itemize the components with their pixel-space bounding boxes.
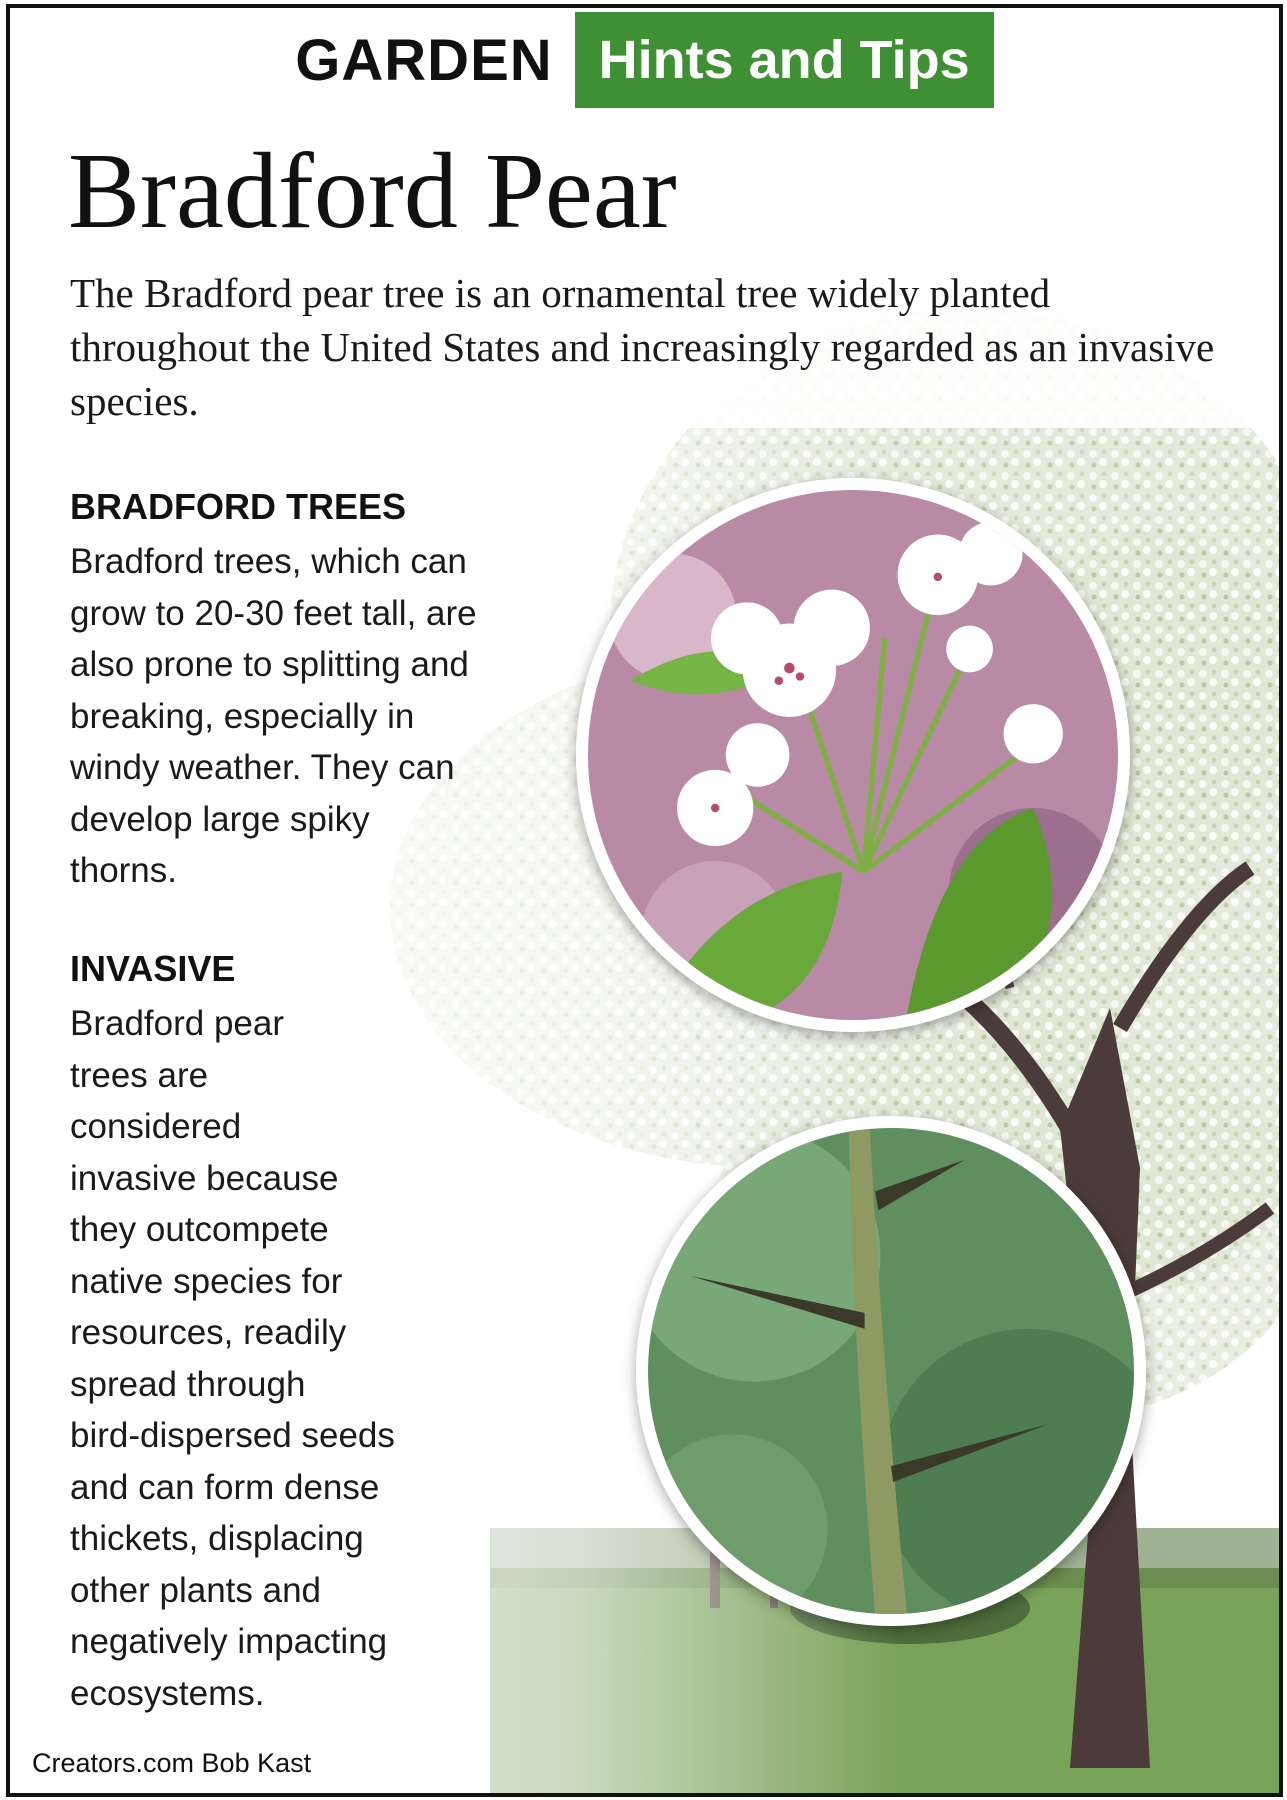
section-body-invasive [70, 998, 490, 1719]
page-title: Bradford Pear [68, 132, 677, 251]
body-line: Bradford pear [70, 1004, 285, 1043]
body-line: thorns. [70, 851, 177, 890]
section-body-bradford-trees [70, 536, 570, 897]
body-line: resources, readily [70, 1313, 347, 1352]
section-heading-invasive: INVASIVE [70, 948, 236, 989]
body-line: thickets, displacing [70, 1519, 364, 1558]
body-line: they outcompete [70, 1210, 329, 1249]
body-line: and can form dense [70, 1467, 380, 1507]
body-line: trees are [70, 1055, 209, 1095]
body-line: considered [70, 1107, 242, 1146]
garden-label: GARDEN [295, 27, 553, 93]
body-line: Bradford trees, which can [70, 542, 467, 581]
thorny-branch-photo [636, 1116, 1146, 1626]
intro-paragraph: The Bradford pear tree is an ornamental tree widely planted throughout the United States and increasingly regarded as an invasive species. [70, 270, 1215, 424]
hints-and-tips-badge: Hints and Tips [575, 12, 994, 108]
body-line: also prone to splitting and [70, 645, 469, 684]
body-line: develop large spiky [70, 799, 370, 839]
photo-credit: Creators.com Bob Kast [32, 1748, 312, 1778]
pear-blossom-photo [576, 478, 1130, 1032]
section-heading-bradford-trees: BRADFORD TREES [70, 486, 407, 527]
body-line: grow to 20-30 feet tall, are [70, 593, 477, 633]
poster-frame [6, 4, 1283, 1797]
body-line: other plants and [70, 1570, 322, 1610]
header-banner [10, 12, 1279, 108]
body-line: invasive because [70, 1158, 339, 1198]
body-line: bird-dispersed seeds [70, 1416, 395, 1455]
body-line: windy weather. They can [70, 748, 455, 787]
body-line: native species for [70, 1261, 343, 1301]
body-line: negatively impacting [70, 1622, 388, 1661]
body-line: breaking, especially in [70, 696, 415, 736]
body-line: ecosystems. [70, 1673, 265, 1713]
body-line: spread through [70, 1364, 306, 1404]
